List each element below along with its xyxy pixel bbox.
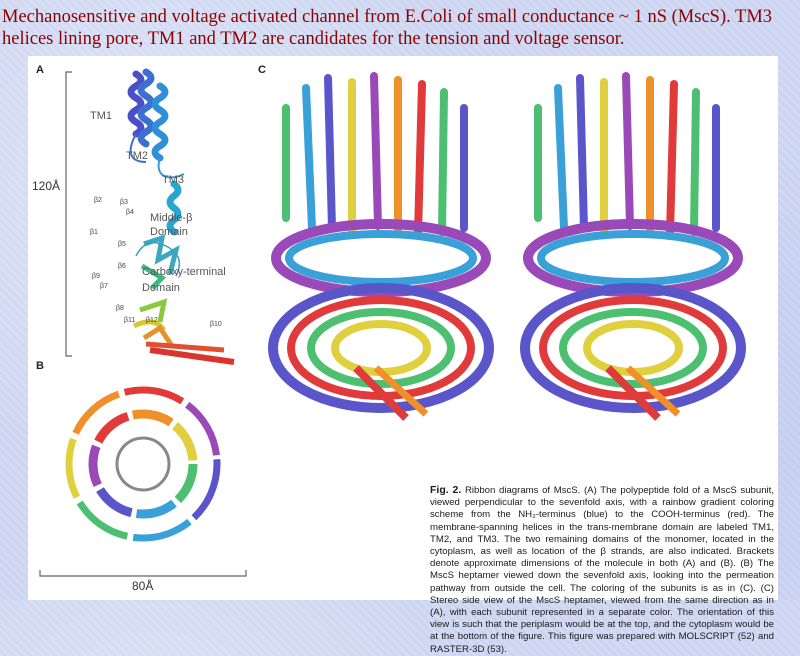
- strand-label: β6: [118, 263, 126, 270]
- figure-panel: [28, 56, 778, 655]
- label-tm2: TM2: [126, 150, 148, 162]
- strand-label: β5: [118, 241, 126, 248]
- label-carboxy-domain: Domain: [142, 282, 180, 294]
- label-middle-beta: Middle-β: [150, 212, 193, 224]
- caption-text: Ribbon diagrams of MscS. (A) The polypeptide fold of a MscS subunit, viewed perpendicular to the sevenfold axis, with a rainbow gradient coloring scheme from the NH₂-terminus (blue) to the COOH-terminus (red). The membrane-spanning helices in the trans-membrane domain are labeled TM1, TM2, and TM3. The two remaining domains of the monomer, located in the cytoplasm, as well as location of the β strands, are also indicated. Brackets denote approximate dimensions of the molecule in both (A) and (B). (B) The MscS heptamer viewed down the sevenfold axis, looking into the permeation pathway from outside the cell. The coloring of the subunits is as in (C). (C) Stereo side view of the MscS heptamer, viewed from the same direction as in (A), with each subunit represented in a separate color. The orientation of this view is such that the periplasm would be at the top, and the cytoplasm would be at the bottom of the figure. This figure was prepared with MOLSCRIPT (52) and RASTER-3D (53).: [430, 485, 774, 655]
- heptamer-top-view: [38, 376, 248, 566]
- strand-label: β9: [92, 273, 100, 280]
- strand-label: β11: [124, 317, 136, 324]
- stereo-view-left: [266, 68, 496, 428]
- label-middle-domain: Domain: [150, 226, 188, 238]
- strand-label: β1: [90, 229, 98, 236]
- label-tm3: TM3: [162, 174, 184, 186]
- figure-caption: [430, 484, 774, 656]
- panel-a-letter: A: [36, 64, 44, 76]
- width-scale-label: 80Å: [132, 579, 154, 593]
- strand-label: β12: [146, 317, 158, 324]
- panel-c-letter: C: [258, 64, 266, 76]
- stereo-view-right: [518, 68, 748, 428]
- strand-label: β2: [94, 197, 102, 204]
- strand-label: β8: [116, 305, 124, 312]
- label-tm1: TM1: [90, 110, 112, 122]
- label-carboxy-terminal: Carboxy-terminal: [142, 266, 226, 278]
- panel-b-letter: B: [36, 360, 44, 372]
- caption-fig-number: Fig. 2.: [430, 484, 462, 496]
- strand-label: β3: [120, 199, 128, 206]
- strand-label: β7: [100, 283, 108, 290]
- panel-a-bracket: [62, 70, 82, 360]
- height-scale-label: 120Å: [32, 179, 61, 193]
- slide-title: Mechanosensitive and voltage activated channel from E.Coli of small conductance ~ 1 nS (MscS). TM3 helices lining pore, TM1 and TM2 are candidates for the tension and voltage sensor.: [2, 7, 773, 49]
- strand-label: β10: [210, 321, 222, 328]
- strand-label: β4: [126, 209, 134, 216]
